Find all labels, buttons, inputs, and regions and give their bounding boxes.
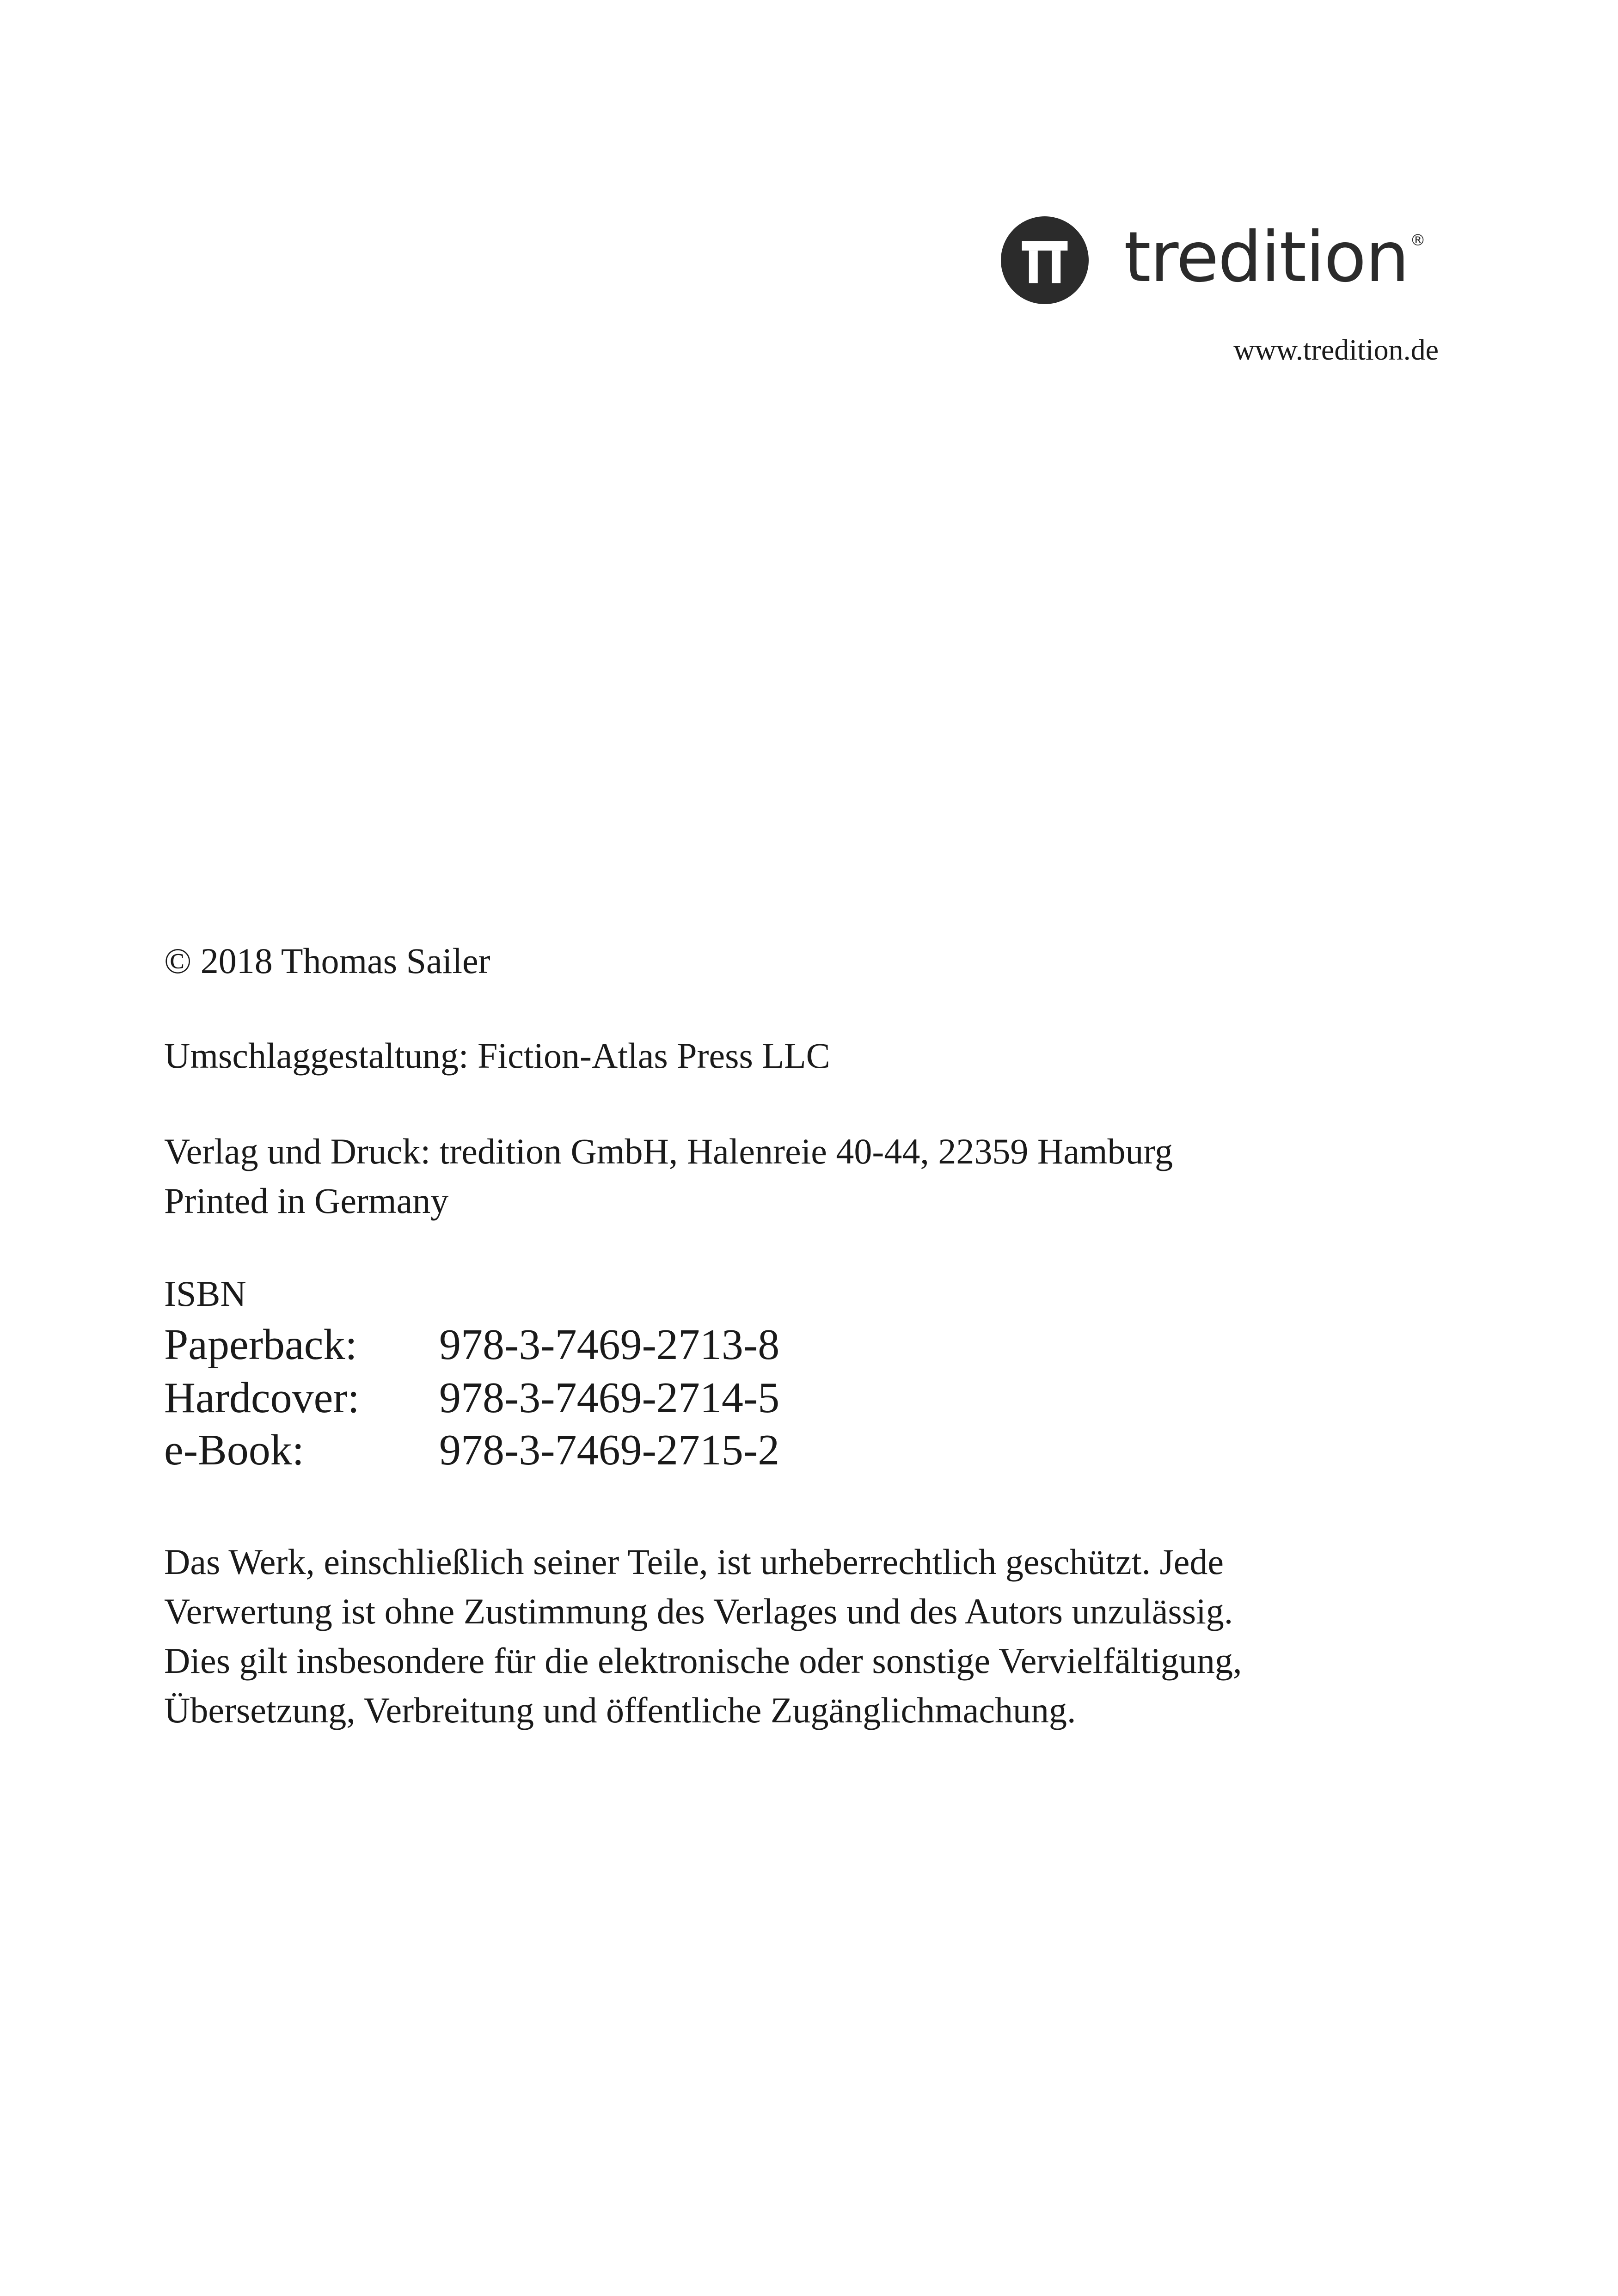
registered-mark: ® [1410,231,1426,250]
logo-wordmark: tredition [1124,217,1409,298]
publisher-address-line: Verlag und Druck: tredition GmbH, Halenreie 40-44, 22359 Hamburg [164,1131,1173,1171]
printed-in-line: Printed in Germany [164,1181,449,1221]
isbn-number: 978-3-7469-2714-5 [439,1374,780,1422]
isbn-number: 978-3-7469-2713-8 [439,1321,780,1369]
isbn-number: 978-3-7469-2715-2 [439,1426,780,1474]
legal-notice [164,1537,1242,1735]
legal-line: Übersetzung, Verbreitung und öffentliche Zugänglichmachung. [164,1690,1076,1730]
legal-line: Dies gilt insbesondere für die elektronische oder sonstige Vervielfältigung, [164,1641,1242,1681]
isbn-label: Hardcover: [164,1374,360,1422]
isbn-row [164,1321,780,1369]
isbn-label: e-Book: [164,1426,304,1474]
copyright-line: © 2018 Thomas Sailer [164,941,490,981]
publisher-logo [1001,216,1409,304]
isbn-label: Paperback: [164,1321,357,1369]
cover-design-line: Umschlaggestaltung: Fiction-Atlas Press LLC [164,1035,830,1076]
publisher-url[interactable]: www.tredition.de [1233,333,1439,366]
legal-line: Verwertung ist ohne Zustimmung des Verlages und des Autors unzulässig. [164,1591,1233,1631]
legal-line: Das Werk, einschließlich seiner Teile, ist urheberrechtlich geschützt. Jede [164,1542,1224,1582]
tredition-logo-icon [1001,216,1089,304]
isbn-heading: ISBN [164,1274,246,1314]
isbn-row [164,1428,779,1472]
isbn-row [164,1376,779,1420]
